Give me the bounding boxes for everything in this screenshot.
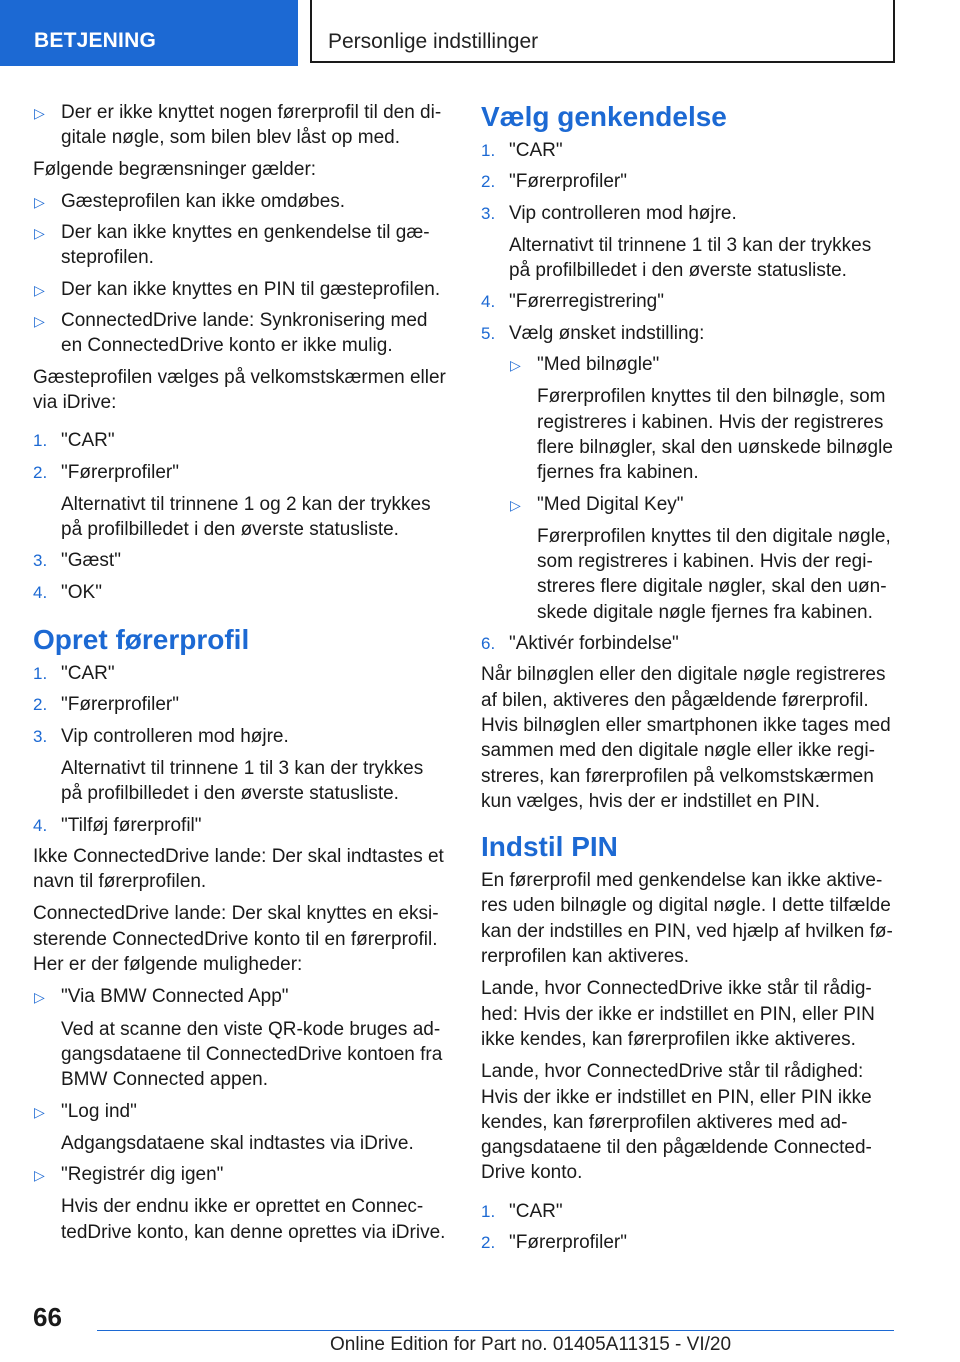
list-item: 3. Vip controlleren mod højre. Alternativt til trinnene 1 til 3 kan der trykkes på profilbilledet i den øverste statusliste. xyxy=(481,201,894,284)
list-item: ▷ Der kan ikke knyttes en PIN til gæsteprofilen. xyxy=(33,277,448,302)
step-number: 1. xyxy=(33,431,48,451)
step-number: 2. xyxy=(481,1232,496,1252)
step-number: 5. xyxy=(481,323,496,343)
list-item: 3. Vip controlleren mod højre. Alternativt til trinnene 1 til 3 kan der trykkes på profilbilledet i den øverste statusliste. xyxy=(33,724,448,807)
triangle-bullet-icon: ▷ xyxy=(34,281,45,298)
step-number: 2. xyxy=(33,695,48,715)
heading-vaelg-genkendelse: Vælg genkendelse xyxy=(481,101,727,132)
step-number: 6. xyxy=(481,634,496,654)
paragraph: Lande, hvor ConnectedDrive står til rådighed: Hvis der ikke er indstillet en PIN, eller PIN ikke kendes, kan førerprofilen aktiveres med ad-gangsdataene til den pågældende Connected-Drive konto. xyxy=(481,1061,872,1184)
paragraph: Lande, hvor ConnectedDrive ikke står til rådig-hed: Hvis der ikke er indstillet en PIN, eller PIN ikke kendes, kan førerprofilen ikke aktiveres. xyxy=(481,978,875,1050)
list-item: ▷ "Via BMW Connected App" Ved at scanne den viste QR-kode bruges ad-gangsdataene til ConnectedDrive kontoen fra BMW Connected appen. xyxy=(33,984,448,1092)
list-item: 1. "CAR" xyxy=(481,138,894,163)
chapter-title: Personlige indstillinger xyxy=(310,0,895,63)
left-column xyxy=(33,100,448,1251)
step-number: 3. xyxy=(33,726,48,746)
list-item: 1. "CAR" xyxy=(481,1199,894,1224)
list-item: 4. "Tilføj førerprofil" xyxy=(33,813,448,838)
list-item: 2. "Førerprofiler" xyxy=(481,169,894,194)
paragraph: En førerprofil med genkendelse kan ikke aktive-res uden bilnøgle og digital nøgle. I dette tilfælde kan der indstilles en PIN, ved hjælp af hvilken fø-rerprofilen kan aktiveres. xyxy=(481,870,893,968)
footer-divider xyxy=(97,1330,894,1331)
list-item: ▷ "Med bilnøgle" Førerprofilen knyttes til den bilnøgle, som registreres i kabinen. Hvis der registreres flere bilnøgler, skal den uønskede bilnøgle fjernes fra kabinen. xyxy=(509,352,894,485)
paragraph: Når bilnøglen eller den digitale nøgle registreres af bilen, aktiveres den pågældende førerprofil. Hvis bilnøglen eller smartphonen ikke tages med sammen med den digitale nøgle eller ikke regi-streres, kan førerprofilen på velkomstskærmen kun vælges, hvis der er indstillet en PIN. xyxy=(481,664,891,812)
triangle-bullet-icon: ▷ xyxy=(34,105,45,121)
list-item: ▷ Gæsteprofilen kan ikke omdøbes. xyxy=(33,189,448,214)
list-item: 4. "Førerregistrering" xyxy=(481,289,894,314)
list-item: ▷ "Log ind" Adgangsdataene skal indtastes via iDrive. xyxy=(33,1099,448,1157)
paragraph: ConnectedDrive lande: Der skal knyttes en eksi-sterende ConnectedDrive konto til en førerprofil. Her er der følgende muligheder: xyxy=(33,903,439,976)
triangle-bullet-icon: ▷ xyxy=(510,496,521,513)
option-note: Førerprofilen knyttes til den bilnøgle, som registreres i kabinen. Hvis der registreres flere bilnøgler, skal den uønskede bilnøgle fjernes fra kabinen. xyxy=(537,386,893,484)
list-item: 1. "CAR" xyxy=(33,661,448,686)
list-item: 1. "CAR" xyxy=(33,428,448,453)
heading-indstil-pin: Indstil PIN xyxy=(481,831,618,863)
triangle-bullet-icon: ▷ xyxy=(34,1103,45,1120)
paragraph: Ikke ConnectedDrive lande: Der skal indtastes et navn til førerprofilen. xyxy=(33,845,444,893)
paragraph: Følgende begrænsninger gælder: xyxy=(33,158,317,180)
step-number: 3. xyxy=(481,203,496,223)
option-note: Førerprofilen knyttes til den digitale nøgle, som registreres i kabinen. Hvis der regi-streres flere digitale nøgler, skal den uøn-skede digitale nøgle fjernes fra kabinen. xyxy=(537,525,891,623)
heading-opret-foererprofil: Opret førerprofil xyxy=(33,624,250,656)
list-item: 5. Vælg ønsket indstilling: ▷ "Med bilnøgle" Førerprofilen knyttes til den bilnøgle, som registreres i kabinen. Hvis der registreres flere bilnøgler, skal den uønskede bilnøgle fjernes fra kabinen. ▷ "Med Digital Key" Førerprofilen knyttes til den digitale nøgle, som registreres i kabinen. Hvis der regi-streres flere digitale nøgler, skal den uøn-skede digitale nøgle fjernes fra kabinen. xyxy=(481,321,894,625)
step-note: Alternativt til trinnene 1 til 3 kan der trykkes på profilbilledet i den øverste statusliste. xyxy=(61,757,424,805)
triangle-bullet-icon: ▷ xyxy=(510,357,521,374)
list-item: ▷ Der er ikke knyttet nogen førerprofil til den di-gitale nøgle, som bilen blev låst op med. xyxy=(34,102,442,149)
list-item: ▷ ConnectedDrive lande: Synkronisering med en ConnectedDrive konto er ikke mulig. xyxy=(34,310,428,357)
list-item: 6. "Aktivér forbindelse" xyxy=(481,631,894,656)
triangle-bullet-icon: ▷ xyxy=(34,1167,45,1184)
triangle-bullet-icon: ▷ xyxy=(34,989,45,1006)
paragraph: Gæsteprofilen vælges på velkomstskærmen eller via iDrive: xyxy=(33,366,446,413)
list-item: ▷ Der kan ikke knyttes en genkendelse til gæ-steprofilen. xyxy=(34,222,430,269)
triangle-bullet-icon: ▷ xyxy=(34,225,45,242)
step-number: 3. xyxy=(33,551,48,571)
list-item: 2. "Førerprofiler" xyxy=(481,1230,894,1255)
list-item: 4. "OK" xyxy=(33,580,448,605)
page-number: 66 xyxy=(33,1302,62,1332)
footer-edition: Online Edition for Part no. 01405A11315 - VI/20 xyxy=(330,1334,732,1355)
step-number: 2. xyxy=(481,172,496,192)
section-tab: BETJENING xyxy=(0,0,298,66)
step-number: 4. xyxy=(481,292,496,312)
list-item: 2. "Førerprofiler" Alternativt til trinnene 1 og 2 kan der trykkes på profilbilledet i den øverste statusliste. xyxy=(33,460,448,543)
step-number: 1. xyxy=(33,664,48,684)
page-header xyxy=(0,0,960,66)
option-note: Ved at scanne den viste QR-kode bruges ad-gangsdataene til ConnectedDrive kontoen fra BMW Connected appen. xyxy=(61,1018,443,1091)
step-note: Alternativt til trinnene 1 til 3 kan der trykkes på profilbilledet i den øverste statusliste. xyxy=(509,234,872,282)
right-column xyxy=(481,100,894,1261)
list-item: 3. "Gæst" xyxy=(33,548,448,573)
list-item: 2. "Førerprofiler" xyxy=(33,692,448,717)
step-number: 2. xyxy=(33,462,48,482)
option-note: Adgangsdataene skal indtastes via iDrive. xyxy=(61,1132,414,1154)
step-number: 1. xyxy=(481,1201,496,1221)
list-item: ▷ "Med Digital Key" Førerprofilen knyttes til den digitale nøgle, som registreres i kabinen. Hvis der regi-streres flere digitale nøgler, skal den uøn-skede digitale nøgle fjernes fra kabinen. xyxy=(509,492,894,625)
step-number: 4. xyxy=(33,582,48,602)
step-number: 1. xyxy=(481,141,496,160)
triangle-bullet-icon: ▷ xyxy=(34,193,45,210)
triangle-bullet-icon: ▷ xyxy=(34,313,45,330)
step-note: Alternativt til trinnene 1 og 2 kan der trykkes på profilbilledet i den øverste statusliste. xyxy=(61,493,431,541)
list-item: ▷ "Registrér dig igen" Hvis der endnu ikke er oprettet en Connec-tedDrive konto, kan denne oprettes via iDrive. xyxy=(33,1162,448,1245)
step-number: 4. xyxy=(33,815,48,835)
option-note: Hvis der endnu ikke er oprettet en Connec-tedDrive konto, kan denne oprettes via iDrive. xyxy=(61,1196,446,1243)
